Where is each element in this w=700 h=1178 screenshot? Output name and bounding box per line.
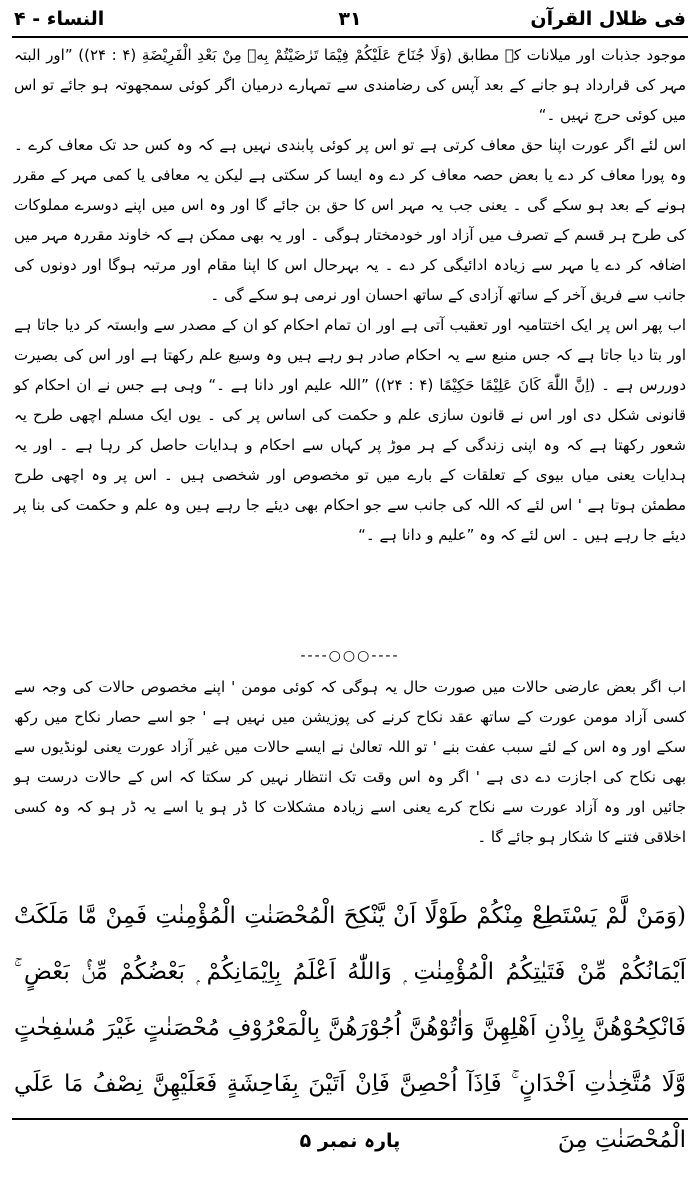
paragraph-2: اس لئے اگر عورت اپنا حق معاف کرتی ہے تو اس پر کوئی پابندی نہیں ہے کہ وہ کس حد تک معاف کرے ۔ وہ پورا معاف کر دے یا بعض حصہ معاف کر دے وہ ایسا کر سکتی ہے لیکن یہ معافی یا کمی مہر کے مقرر ہونے کے بعد ہو سکے گی ۔ یعنی جب یہ مہر اس کا حق بن جائے گا اور وہ اس میں اپنے دوسرے مملوکات کی طرح ہر قسم کے تصرف میں آزاد اور خودمختار ہوگی ۔ اور یہ بھی ممکن ہے کہ خاوند مقررہ مہر میں اضافہ کر دے یا مہر سے زیادہ ادائیگی کر دے ۔ یہ بہرحال اس کا اپنا مقام اور مرتبہ ہوگا اور دونوں کی جانب سے فریق آخر کے ساتھ آزادی کے ساتھ احسان اور نرمی ہو سکے گی ۔: [14, 136, 686, 304]
book-title: فی ظلال القرآن: [530, 8, 686, 30]
header-rule: [12, 36, 688, 38]
commentary-text-2: [14, 672, 686, 852]
quran-verse: (وَمَنْ لَّمْ يَسْتَطِعْ مِنْكُمْ طَوْلًا اَنْ يَّنْكِحَ الْمُحْصَنٰتِ الْمُؤْمِنٰتِ فَمِنْ مَّا مَلَكَتْ اَيْمَانُكُمْ مِّنْ فَتَيٰتِكُمُ الْمُؤْمِنٰتِ ۭ وَاللّٰهُ اَعْلَمُ بِاِيْمَانِكُمْ ۭ بَعْضُكُمْ مِّنْۢ بَعْضٍ ۚ فَانْكِحُوْھُنَّ بِاِذْنِ اَھْلِهِنَّ وَاٰتُوْھُنَّ اُجُوْرَھُنَّ بِالْمَعْرُوْفِ مُحْصَنٰتٍ غَيْرَ مُسٰفِحٰتٍ وَّلَا مُتَّخِذٰتِ اَخْدَانٍ ۚ فَاِذَآ اُحْصِنَّ فَاِنْ اَتَيْنَ بِفَاحِشَةٍ فَعَلَيْهِنَّ نِصْفُ مَا عَلَي الْمُحْصَنٰتِ مِنَ: [14, 903, 686, 1153]
paragraph-3: اب پھر اس پر ایک اختتامیہ اور تعقیب آتی ہے اور ان تمام احکام کو ان کے مصدر سے وابستہ کر دیا جاتا ہے اور بتا دیا جاتا ہے کہ جس منبع سے یہ احکام صادر ہو رہے ہیں وہ وسیع علم رکھتا ہے اور اس کی بصیرت دوررس ہے ۔ (اِنَّ اللّٰهَ کَانَ عَلِیْمًا حَکِیْمًا (۴ : ۲۴)) ”اللہ علیم اور دانا ہے ۔“ وہی ہے جس نے ان احکام کو قانونی شکل دی اور اس نے قانون سازی علم و حکمت کی اساس پر کی ۔ یوں ایک مسلم اچھی طرح یہ شعور رکھتا ہے کہ وہ اپنی زندگی کے ہر موڑ پر کہاں سے احکام و ہدایات حاصل کر رہا ہے ۔ اور یہ ہدایات یعنی میاں بیوی کے تعلقات کے بارے میں تو مخصوص اور شخصی ہیں ۔ اس پر وہ اچھی طرح مطمئن ہوتا ہے ' اس لئے کہ اللہ کی جانب سے جو احکام بھی دیئے جا رہے ہیں وہ علم و حکمت کی بنا پر دیئے جا رہے ہیں ۔ اس لئے کہ وہ ”علیم و دانا ہے ۔“: [14, 316, 687, 544]
page-number: ۳۱: [338, 8, 362, 30]
section-separator: ----○○○----: [300, 648, 400, 664]
page-header: [14, 4, 686, 34]
surah-label: النساء - ۴: [14, 8, 105, 30]
paragraph-4: اب اگر بعض عارضی حالات میں صورت حال یہ ہوگی کہ کوئی مومن ' اپنے مخصوص حالات کی وجہ سے کسی آزاد مومن عورت کے ساتھ عقد نکاح کرنے کی پوزیشن میں نہیں ہے ' جو اسے حصار نکاح میں رکھ سکے اور وہ اس کے لئے سبب عفت بنے ' تو اللہ تعالیٰ نے ایسے حالات میں غیر آزاد عورت یعنی لونڈیوں سے بھی نکاح کی اجازت دے دی ہے ' اگر وہ اس وقت تک انتظار نہیں کر سکتا کہ اس کے حالات درست ہو جائیں اور وہ آزاد عورت سے نکاح کرے یعنی اسے زیادہ مشکلات کا ڈر ہو یا اسے یہ ڈر ہو کہ وہ کسی اخلاقی فتنے کا شکار ہو جائے گا ۔: [14, 678, 686, 846]
paragraph-1: موجود جذبات اور میلانات کے مطابق (وَلَا جُنَاحَ عَلَیْکُمْ فِیْمَا تَرٰضَیْتُمْ بِهٖ مِنْ بَعْدِ الْفَرِیْضَةِ (۴ : ۲۴)) ”اور البتہ مہر کی قرارداد ہو جانے کے بعد آپس کی رضامندی سے تمہارے درمیان اگر کوئی سمجھوتہ ہو جائے تو اس میں کوئی حرج نہیں ۔“: [14, 46, 687, 124]
commentary-text: [14, 40, 686, 550]
juz-number: پارہ نمبر ۵: [299, 1130, 401, 1152]
footer-rule: [12, 1118, 688, 1120]
